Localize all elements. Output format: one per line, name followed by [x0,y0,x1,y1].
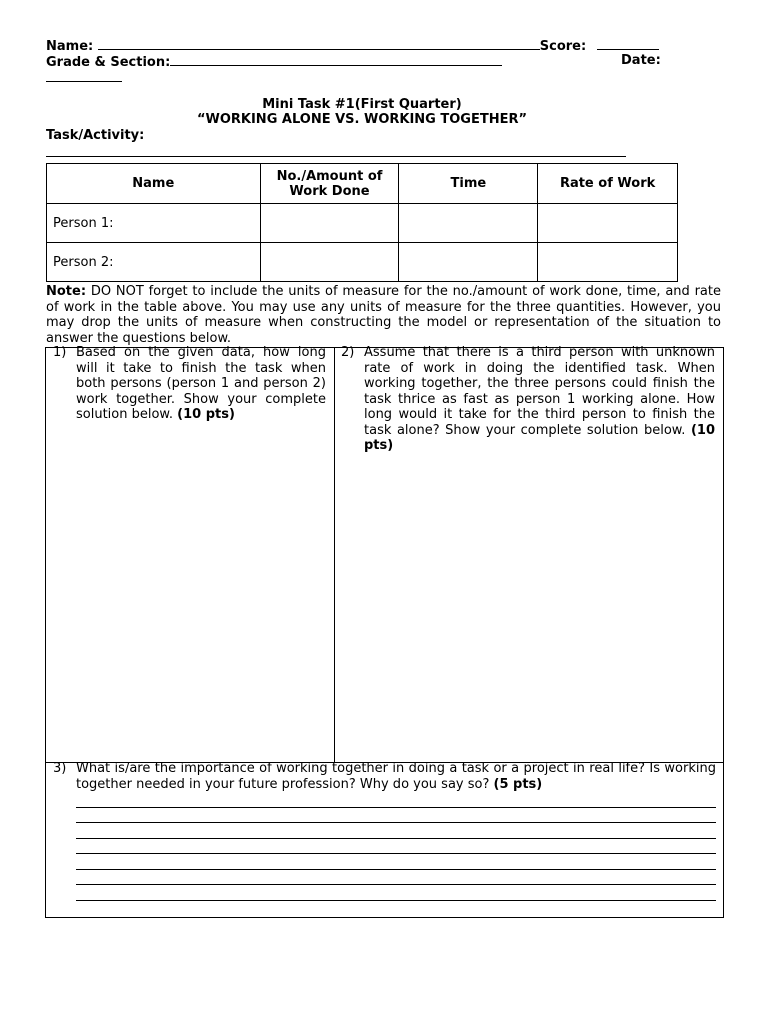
table-cell[interactable] [260,243,399,282]
answer-line[interactable] [76,885,716,901]
grade-date-line [46,53,686,70]
table-cell[interactable] [260,204,399,243]
title-line-1: Mini Task #1(First Quarter) [262,97,462,112]
question-1-number: 1) [53,345,67,360]
table-cell[interactable] [399,243,538,282]
question-1-body: Based on the given data, how long will it take to finish the task when both persons (person 1 and person 2) work together. Show your complete solution below. [76,345,326,422]
question-3-points: (5 pts) [493,776,543,792]
grade-section-label: Grade & Section: [46,55,171,70]
table-cell[interactable] [538,204,678,243]
answer-line[interactable] [76,792,716,808]
question-1-text [76,345,326,423]
person-label: Person 1: [47,204,261,243]
person-label: Person 2: [47,243,261,282]
answer-lines[interactable] [76,792,716,901]
work-table [46,163,678,282]
table-cell[interactable] [399,204,538,243]
answer-line[interactable] [76,870,716,886]
question-2-body: Assume that there is a third person with unknown rate of work in doing the identified task. When working together, the three persons could finish the task thrice as fast as person 1 working alone. How long would it take for the third person to finish the task alone? Show your complete solution below. [364,345,715,438]
answer-line[interactable] [76,839,716,855]
title-line-2: “WORKING ALONE VS. WORKING TOGETHER” [196,112,528,127]
question-2-text [364,345,715,454]
task-activity-label: Task/Activity: [46,128,145,143]
task-activity-field[interactable] [46,144,626,157]
date-field[interactable] [46,69,122,82]
date-label: Date: [621,53,661,68]
table-header-cell: Time [399,164,538,204]
table-header-cell: Name [47,164,261,204]
note-label: Note: [46,284,87,299]
note-paragraph [46,284,721,346]
question-3-body: What is/are the importance of working together in doing a task or a project in real life? Is working together needed in your future profession? Why do you say so? [76,761,716,792]
table-header-row [47,164,678,204]
answer-line[interactable] [76,808,716,824]
name-field[interactable] [98,37,540,50]
name-score-line [46,37,686,54]
table-row [47,204,678,243]
grade-section-field[interactable] [170,53,502,66]
table-row [47,243,678,282]
score-field[interactable] [597,37,659,50]
score-label: Score: [539,39,587,54]
name-label: Name: [46,39,94,54]
question-2-number: 2) [341,345,355,360]
question-3-text [76,761,716,792]
question-2-points: (10 pts) [364,422,715,453]
note-text: DO NOT forget to include the units of measure for the no./amount of work done, time, and rate of work in the table above. You may use any units of measure for the three quantities. However, you may drop the units of measure when constructing the model or representation of the situation to answer the questions below. [46,284,721,346]
question-3-number: 3) [53,761,67,776]
question-1-points: (10 pts) [177,407,235,422]
table-header-cell: Rate of Work [538,164,678,204]
answer-line[interactable] [76,823,716,839]
table-header-cell: No./Amount of Work Done [260,164,399,204]
answer-line[interactable] [76,854,716,870]
table-cell[interactable] [538,243,678,282]
